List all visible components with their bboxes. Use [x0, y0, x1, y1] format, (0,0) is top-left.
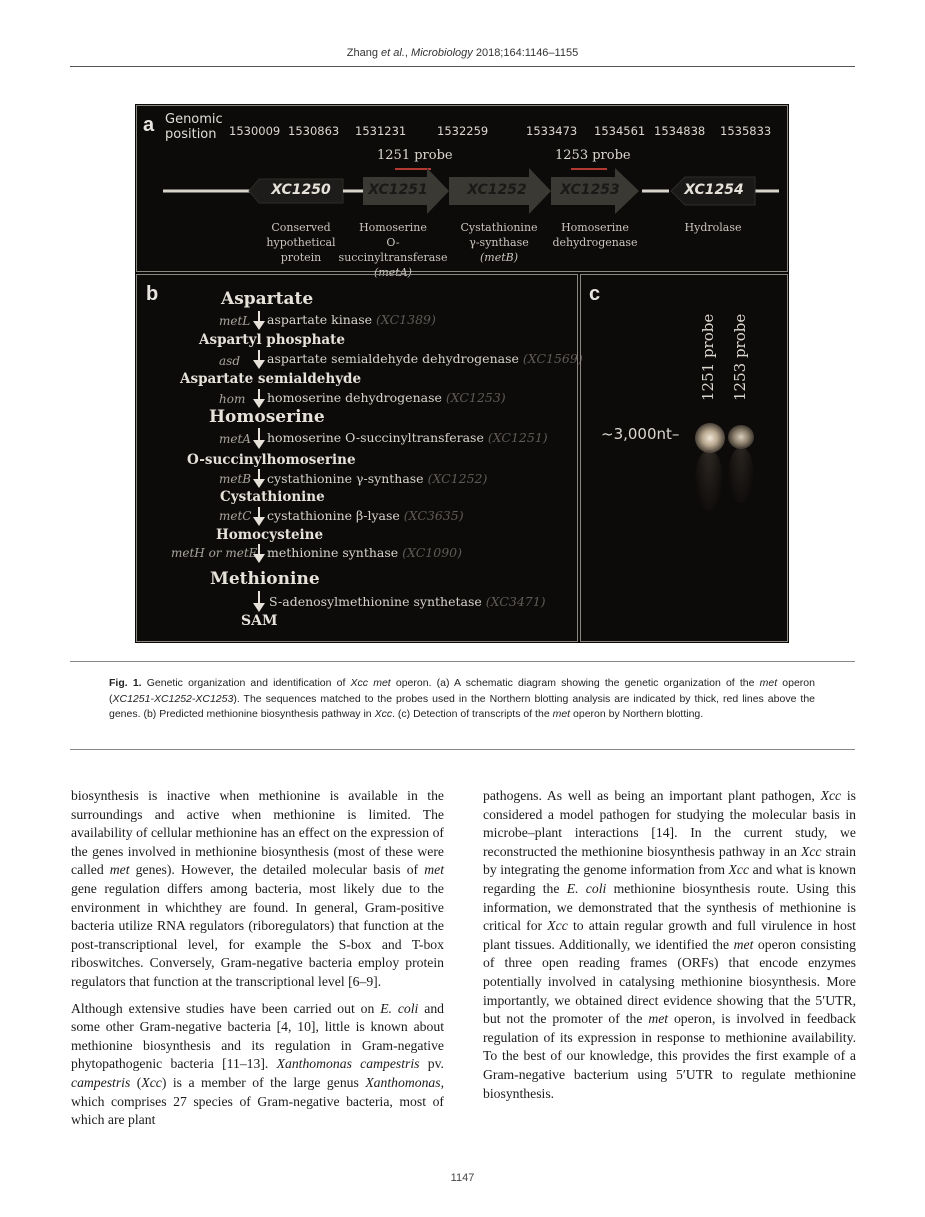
- figure-caption: Fig. 1. Genetic organization and identification of Xcc met operon. (a) A schematic diagram showing the genetic organization of the met operon (XC1251-XC1252-XC1253). The sequences matched to the probes used in the Northern blotting analysis are indicated by thick, red lines above the genes. (b) Predicted methionine biosynthesis pathway in Xcc. (c) Detection of transcripts of the met operon by Northern blotting.: [109, 677, 815, 720]
- panel-b: [136, 274, 583, 642]
- metabolite-aspartate-semialdehyde: Aspartate semialdehyde: [180, 371, 362, 387]
- page-number: 1147: [450, 1172, 475, 1184]
- step-arrow-8: [258, 591, 260, 609]
- lane-label-1251: 1251 probe: [699, 313, 717, 401]
- step-gene-meta: metA: [219, 432, 251, 446]
- panel-c-label: c: [589, 283, 601, 305]
- position-4: 1532259: [437, 124, 489, 138]
- step-gene-metl: metL: [219, 314, 251, 328]
- step-arrow-5: [258, 469, 260, 485]
- metabolite-methionine: Methionine: [210, 569, 320, 589]
- band-lane-1251: [695, 423, 725, 453]
- size-marker: ~3,000nt–: [601, 425, 680, 443]
- step-enzyme-2: aspartate semialdehyde dehydrogenase (XC1569): [267, 351, 583, 366]
- step-arrow-2: [258, 350, 260, 366]
- position-6: 1534561: [594, 124, 646, 138]
- metabolite-aspartate: Aspartate: [221, 289, 314, 309]
- position-8: 1535833: [720, 124, 772, 138]
- metabolite-cystathionine: Cystathionine: [220, 489, 325, 505]
- caption-rule-bottom: [70, 749, 855, 750]
- step-enzyme-3: homoserine dehydrogenase (XC1253): [267, 390, 506, 405]
- step-gene-asd: asd: [219, 354, 240, 368]
- position-2: 1530863: [288, 124, 340, 138]
- step-gene-metb: metB: [219, 472, 252, 486]
- gene-desc-xc1251: Homoserine O-succinyltransferase (metA): [338, 221, 448, 279]
- right-column: [483, 787, 856, 1111]
- lane-label-1253: 1253 probe: [731, 313, 749, 401]
- step-enzyme-7: methionine synthase (XC1090): [267, 545, 462, 560]
- smear-lane-1251: [695, 450, 723, 510]
- step-gene-hom: hom: [219, 392, 246, 406]
- position-3: 1531231: [355, 124, 407, 138]
- figure-1: [135, 104, 789, 643]
- probe-1253-label: 1253 probe: [555, 148, 631, 163]
- position-1: 1530009: [229, 124, 281, 138]
- gene-xc1251: XC1251: [368, 182, 428, 198]
- step-enzyme-5: cystathionine γ-synthase (XC1252): [267, 471, 488, 486]
- metabolite-sam: SAM: [241, 613, 278, 629]
- gene-desc-xc1252: Cystathionine γ-synthase (metB): [460, 221, 538, 264]
- running-header: Zhang et al., Microbiology 2018;164:1146–1155: [346, 47, 579, 59]
- panel-b-label: b: [146, 283, 159, 305]
- left-column: [71, 787, 444, 1138]
- gene-desc-xc1253: Homoserine dehydrogenase: [552, 221, 638, 249]
- position-5: 1533473: [526, 124, 578, 138]
- gene-xc1250: XC1250: [271, 182, 331, 198]
- panel-c: [580, 274, 788, 642]
- smear-lane-1253: [728, 447, 754, 503]
- gene-desc-xc1254: Hydrolase: [684, 221, 742, 234]
- step-enzyme-8: S-adenosylmethionine synthetase (XC3471): [269, 594, 546, 609]
- genomic-position-label: Genomic position: [165, 112, 223, 142]
- gene-xc1252: XC1252: [467, 182, 527, 198]
- gene-xc1253: XC1253: [560, 182, 620, 198]
- step-gene-meth-mete: metH or metE: [171, 546, 258, 560]
- panel-a: [136, 105, 788, 279]
- gene-xc1254: XC1254: [684, 182, 744, 198]
- header-rule: [70, 66, 855, 67]
- step-gene-metc: metC: [219, 509, 252, 523]
- probe-1251-label: 1251 probe: [377, 148, 453, 163]
- metabolite-aspartyl-phosphate: Aspartyl phosphate: [199, 332, 345, 348]
- step-enzyme-4: homoserine O-succinyltransferase (XC1251): [267, 430, 548, 445]
- metabolite-o-succinylhomoserine: O-succinylhomoserine: [187, 452, 356, 468]
- paragraph: biosynthesis is inactive when methionine is available in the surroundings and active when methionine is limited. The availability of cellular methionine has an effect on the expression of the genes involved in methionine biosynthesis (most of these were called met genes). However, the detailed molecular basis of met gene regulation differs among bacteria, most likely due to the environment in whichthey are found. In general, Gram-positive bacteria utilize RNA regulators (riboregulators) that function at the post-transcriptional level, for example the S-box and T-box riboswitches. Conversely, Gram-negative bacteria employ protein regulators that function at the transcriptional level [6–9].: [71, 788, 444, 989]
- step-enzyme-1: aspartate kinase (XC1389): [267, 312, 436, 327]
- caption-rule-top: [70, 661, 855, 662]
- panel-a-label: a: [143, 114, 155, 136]
- metabolite-homocysteine: Homocysteine: [216, 527, 324, 543]
- position-7: 1534838: [654, 124, 706, 138]
- band-lane-1253: [728, 425, 754, 449]
- metabolite-homoserine: Homoserine: [209, 407, 325, 427]
- step-enzyme-6: cystathionine β-lyase (XC3635): [267, 508, 464, 523]
- paragraph: Although extensive studies have been carried out on E. coli and some other Gram-negative bacteria [4, 10], little is known about methionine biosynthesis and its regulation in Gram-negative phytopathogenic bacteria [11–13]. Xanthomonas campestris pv. campestris (Xcc) is a member of the large genus Xanthomonas, which comprises 27 species of Gram-negative bacteria, most of which are plant: [71, 1000, 445, 1128]
- step-arrow-1: [258, 311, 260, 327]
- step-arrow-7: [258, 544, 260, 560]
- step-arrow-6: [258, 507, 260, 523]
- step-arrow-4: [258, 428, 260, 446]
- gene-desc-xc1250: Conserved hypothetical protein: [266, 221, 336, 264]
- paragraph: pathogens. As well as being an important plant pathogen, Xcc is considered a model pathogen for studying the molecular basis in microbe–plant interactions [14]. In the current study, we reconstructed the methionine biosynthesis pathway in an Xcc strain by integrating the genome information from Xcc and what is known regarding the E. coli methionine biosynthesis route. Using this information, we demonstrated that the synthesis of methionine is critical for Xcc to attain regular growth and full virulence in host plant tissues. Additionally, we identified the met operon consisting of three open reading frames (ORFs) that encode enzymes potentially involved in catalysing methionine biosynthesis. More importantly, we obtained direct evidence showing that the 5′UTR, but not the promoter of the met operon, is involved in feedback regulation of its expression in response to methionine availability. To the best of our knowledge, this provides the first example of a Gram-negative bacterium using 5′UTR to regulate methionine biosynthesis.: [483, 788, 857, 1101]
- step-arrow-3: [258, 389, 260, 405]
